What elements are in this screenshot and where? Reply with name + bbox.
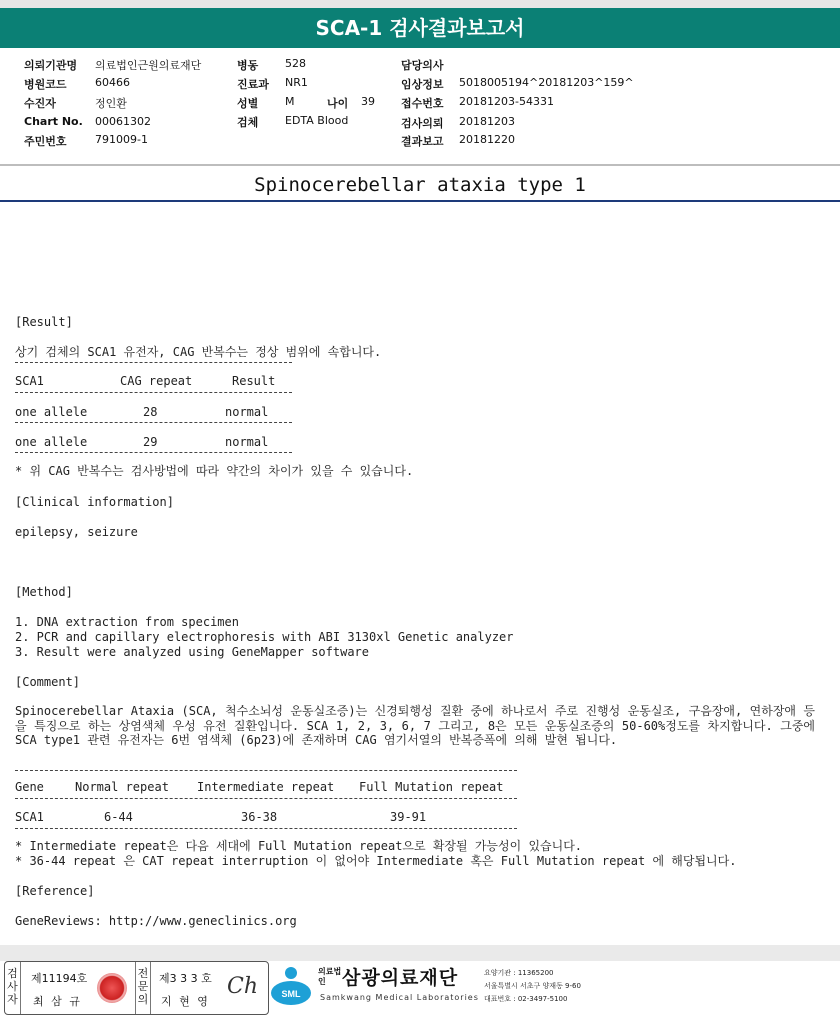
info-label: Chart No. bbox=[24, 115, 83, 128]
org-name: 삼광의료재단 bbox=[342, 967, 459, 989]
table-rule bbox=[15, 362, 292, 363]
org-prefix: 의료법인 bbox=[318, 967, 342, 986]
report-title: SCA-1 검사결과보고서 bbox=[0, 8, 840, 48]
comment-cell: 39-91 bbox=[390, 810, 427, 824]
seal-stamp bbox=[97, 973, 127, 1003]
result-heading: [Result] bbox=[15, 315, 73, 329]
info-value: 39 bbox=[361, 95, 375, 108]
info-value: 정인환 bbox=[95, 97, 127, 110]
logo-text: SML bbox=[281, 989, 301, 999]
company-address: 서울특별시 서초구 양재동 9-60 bbox=[484, 982, 581, 990]
document-title: Spinocerebellar ataxia type 1 bbox=[254, 174, 586, 196]
result-col-header: Result bbox=[232, 374, 276, 388]
table-rule bbox=[15, 770, 517, 771]
info-value: 20181203-54331 bbox=[459, 95, 554, 108]
comment-col-header: Intermediate repeat bbox=[197, 780, 335, 794]
result-summary: 상기 검체의 SCA1 유전자, CAG 반복수는 정상 범위에 속합니다. bbox=[15, 345, 382, 359]
method-heading: [Method] bbox=[15, 585, 73, 599]
result-cell: one allele bbox=[15, 405, 88, 419]
clinical-text: epilepsy, seizure bbox=[15, 525, 138, 539]
comment-col-header: Gene bbox=[15, 780, 44, 794]
info-label: 나이 bbox=[327, 97, 349, 110]
result-cell: 28 bbox=[143, 405, 158, 419]
sml-logo-icon bbox=[271, 965, 315, 1005]
info-label: 주민번호 bbox=[24, 135, 67, 148]
info-value: 5018005194^20181203^159^ bbox=[459, 76, 634, 89]
info-label: 수진자 bbox=[24, 97, 56, 110]
table-rule bbox=[15, 828, 517, 829]
info-label: 병동 bbox=[237, 59, 259, 72]
table-rule bbox=[15, 392, 292, 393]
info-value: 20181220 bbox=[459, 133, 515, 146]
title-underline bbox=[0, 200, 840, 202]
comment-cell: 6-44 bbox=[104, 810, 133, 824]
info-value: EDTA Blood bbox=[285, 114, 349, 127]
result-note: * 위 CAG 반복수는 검사방법에 따라 약간의 차이가 있을 수 있습니다. bbox=[15, 464, 414, 478]
info-label: 병원코드 bbox=[24, 78, 67, 91]
method-item: 1. DNA extraction from specimen bbox=[15, 615, 239, 629]
examiner-name: 최 삼 규 bbox=[33, 995, 82, 1008]
table-rule bbox=[15, 798, 517, 799]
info-value: NR1 bbox=[285, 76, 308, 89]
comment-col-header: Full Mutation repeat bbox=[359, 780, 504, 794]
footer-divider bbox=[0, 945, 840, 961]
examiner-license: 제11194호 bbox=[31, 972, 88, 985]
footer bbox=[0, 961, 840, 1027]
examiner-label: 검 사 자 bbox=[5, 962, 21, 1014]
top-strip bbox=[0, 0, 840, 8]
company-phone: 대표번호 : 02-3497-5100 bbox=[484, 995, 568, 1003]
info-value: 의료법인근원의료재단 bbox=[95, 59, 202, 72]
info-value: 20181203 bbox=[459, 115, 515, 128]
clinical-heading: [Clinical information] bbox=[15, 495, 174, 509]
specialist-license: 제3 3 3 호 bbox=[159, 972, 212, 985]
table-rule bbox=[15, 452, 292, 453]
comment-note: * 36-44 repeat 은 CAT repeat interruption 이 없어야 Intermediate 혹은 Full Mutation repeat 에 해당됩니다. bbox=[15, 854, 737, 868]
info-label: 검사의뢰 bbox=[401, 117, 444, 130]
info-label: 담당의사 bbox=[401, 59, 444, 72]
method-item: 2. PCR and capillary electrophoresis with ABI 3130xl Genetic analyzer bbox=[15, 630, 514, 644]
info-label: 검체 bbox=[237, 116, 259, 129]
table-rule bbox=[15, 422, 292, 423]
comment-paragraph: Spinocerebellar Ataxia (SCA, 척수소뇌성 운동실조증)는 신경퇴행성 질환 중에 하나로서 주로 진행성 운동실조, 구음장애, 연하장애 등을 특징으로 하는 상염색체 우성 유전 질환입니다. SCA 1, 2, 3, 6, 7 그리고, 8은 모든 운동실조증의 50-60%정도를 차지합니다. 그중에 SCA type1 관련 유전자는 6번 염색체 (6p23)에 존재하며 CAG 염기서열의 반복증폭에 의해 발현 됩니다. bbox=[15, 704, 815, 747]
comment-col-header: Normal repeat bbox=[75, 780, 169, 794]
info-label: 의뢰기관명 bbox=[24, 59, 78, 72]
info-value: 791009-1 bbox=[95, 133, 148, 146]
reference-heading: [Reference] bbox=[15, 884, 95, 898]
info-value: 60466 bbox=[95, 76, 130, 89]
info-label: 성별 bbox=[237, 97, 259, 110]
comment-heading: [Comment] bbox=[15, 675, 81, 689]
specialist-name: 지 현 영 bbox=[161, 995, 210, 1008]
signature-box bbox=[4, 961, 269, 1015]
result-col-header: CAG repeat bbox=[120, 374, 193, 388]
info-value: M bbox=[285, 95, 295, 108]
signature: Ch bbox=[227, 974, 259, 999]
result-cell: normal bbox=[225, 405, 269, 419]
result-col-header: SCA1 bbox=[15, 374, 44, 388]
comment-note: * Intermediate repeat은 다음 세대에 Full Mutation repeat으로 확장될 가능성이 있습니다. bbox=[15, 839, 583, 853]
result-cell: normal bbox=[225, 435, 269, 449]
info-value: 00061302 bbox=[95, 115, 151, 128]
comment-cell: SCA1 bbox=[15, 810, 44, 824]
method-item: 3. Result were analyzed using GeneMapper software bbox=[15, 645, 370, 659]
org-english: Samkwang Medical Laboratories bbox=[320, 993, 479, 1002]
reference-text: GeneReviews: http://www.geneclinics.org bbox=[15, 914, 297, 928]
divider bbox=[0, 164, 840, 166]
info-label: 임상정보 bbox=[401, 78, 444, 91]
company-info bbox=[484, 967, 581, 1006]
info-value: 528 bbox=[285, 57, 306, 70]
specialist-label: 전 문 의 bbox=[135, 962, 151, 1014]
institution-code: 요양기관 : 11365200 bbox=[484, 969, 554, 977]
info-label: 접수번호 bbox=[401, 97, 444, 110]
patient-info bbox=[0, 48, 840, 163]
info-label: 결과보고 bbox=[401, 135, 444, 148]
result-cell: one allele bbox=[15, 435, 88, 449]
info-label: 진료과 bbox=[237, 78, 269, 91]
result-cell: 29 bbox=[143, 435, 158, 449]
comment-cell: 36-38 bbox=[241, 810, 278, 824]
